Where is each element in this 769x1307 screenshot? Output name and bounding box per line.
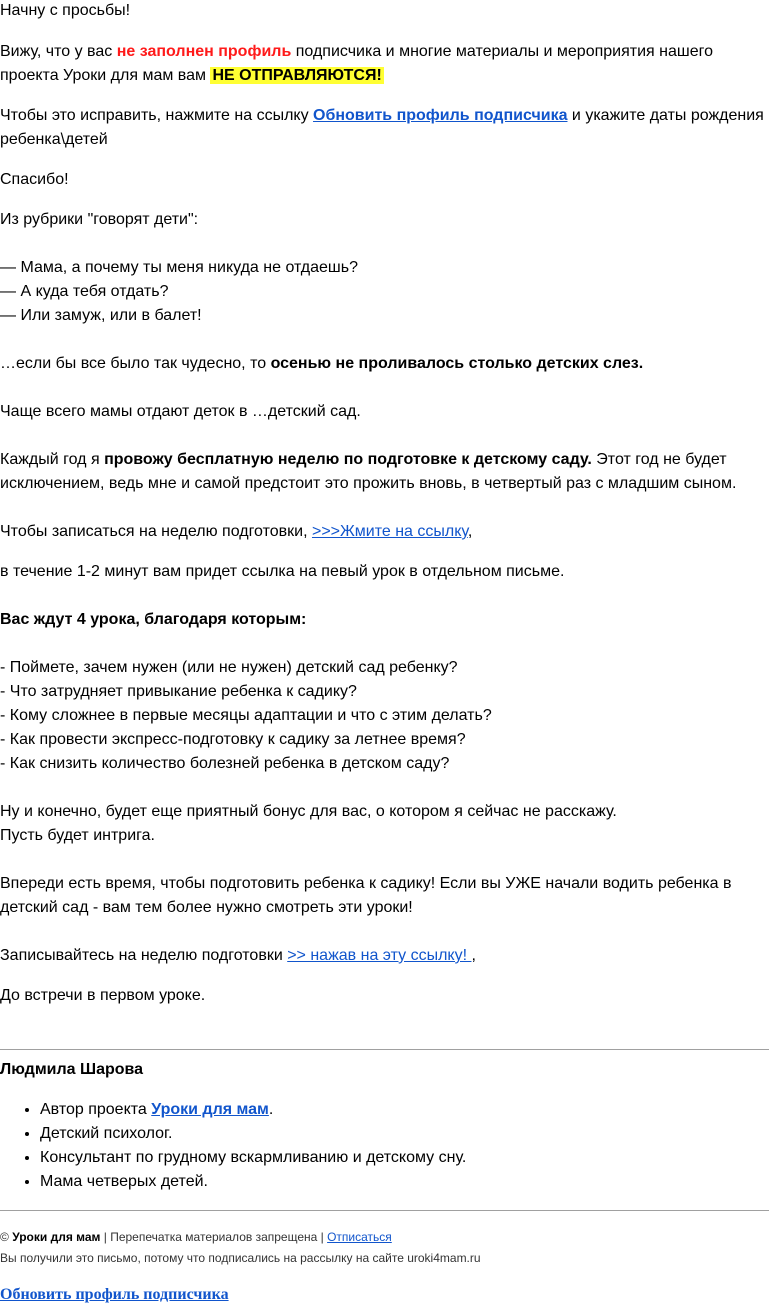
bonus-paragraph	[0, 800, 769, 848]
greeting: Начну с просьбы!	[0, 2, 131, 19]
profile-warning: не заполнен профиль	[116, 43, 292, 60]
copyright-sign: ©	[0, 1230, 13, 1244]
signup-paragraph	[0, 520, 769, 544]
autumn-text: …если бы все было так чудесно, то	[0, 355, 271, 372]
fix-text-2: и укажите даты рождения ребенка\детей	[0, 107, 764, 148]
signup2-paragraph	[0, 944, 769, 968]
bio-item	[40, 1098, 769, 1122]
footer-update-profile-link[interactable]: Обновить профиль подписчика	[0, 1286, 229, 1303]
lesson-item: - Поймете, зачем нужен (или не нужен) детский сад ребенку?	[0, 659, 458, 676]
footer-line	[0, 1229, 769, 1245]
divider	[0, 1210, 769, 1211]
bonus-line: Пусть будет интрига.	[0, 827, 155, 844]
footer-update	[0, 1283, 769, 1307]
week-text: Каждый год я	[0, 451, 105, 468]
bio-role-text: Автор проекта	[40, 1101, 152, 1118]
signup2-link[interactable]: >> нажав на эту ссылку!	[287, 947, 472, 964]
warning-text: Вижу, что у вас	[0, 43, 117, 60]
autumn-bold: осенью не проливалось столько детских слез.	[270, 355, 644, 372]
dialogue-line: — Мама, а почему ты меня никуда не отдаешь?	[0, 259, 358, 276]
week-text-2: Этот год не будет исключением, ведь мне и самой предстоит это прожить вновь, в четвертый раз с младшим сыном.	[0, 451, 737, 492]
bonus-line: Ну и конечно, будет еще приятный бонус для вас, о котором я сейчас не расскажу.	[0, 803, 617, 820]
signup2-text: Записывайтесь на неделю подготовки	[0, 947, 288, 964]
unsubscribe-link[interactable]: Отписаться	[327, 1230, 392, 1244]
signup-comma: ,	[467, 523, 473, 540]
footer-reprint: | Перепечатка материалов запрещена |	[100, 1230, 328, 1244]
not-sent-highlight: НЕ ОТПРАВЛЯЮТСЯ!	[212, 67, 382, 84]
update-profile-link[interactable]: Обновить профиль подписчика	[313, 107, 568, 124]
lesson-item: - Как снизить количество болезней ребенка в детском саду?	[0, 755, 450, 772]
bio-item: • Консультант по грудному вскармливанию и детскому сну.	[40, 1146, 769, 1170]
week-bold: провожу бесплатную неделю по подготовке к детскому саду.	[104, 451, 592, 468]
signup2-comma: ,	[471, 947, 476, 964]
autumn-paragraph	[0, 352, 769, 376]
lessons-title: Вас ждут 4 урока, благодаря которым:	[0, 611, 307, 628]
signup-text: Чтобы записаться на неделю подготовки,	[0, 523, 312, 540]
kindergarten-text: Чаще всего мамы отдают деток в …детский сад.	[0, 403, 361, 420]
rubric-intro: Из рубрики "говорят дети":	[0, 211, 199, 228]
footer-brand: Уроки для мам	[12, 1230, 101, 1244]
delivery-text: в течение 1-2 минут вам придет ссылка на певый урок в отдельном письме.	[0, 563, 565, 580]
lesson-item: - Как провести экспресс-подготовку к садику за летнее время?	[0, 731, 466, 748]
warning-paragraph	[0, 40, 769, 88]
author-name: Людмила Шарова	[0, 1061, 144, 1078]
bio-item: • Мама четверых детей.	[40, 1170, 769, 1194]
project-link[interactable]: Уроки для мам	[151, 1101, 269, 1118]
warning-text-2: подписчика и многие материалы и мероприятия нашего проекта Уроки для мам вам	[0, 43, 713, 84]
signup-link[interactable]: >>>Жмите на ссылку	[311, 523, 468, 540]
dialogue-line: — Или замуж, или в балет!	[0, 307, 202, 324]
footer-reason: Вы получили это письмо, потому что подписались на рассылку на сайте uroki4mam.ru	[0, 1251, 481, 1265]
lesson-item: - Кому сложнее в первые месяцы адаптации и что с этим делать?	[0, 707, 492, 724]
dialogue-line: — А куда тебя отдать?	[0, 283, 169, 300]
dialogue	[0, 256, 769, 328]
thanks-text: Спасибо!	[0, 171, 69, 188]
bio-role-dot: .	[268, 1101, 274, 1118]
week-paragraph	[0, 448, 769, 496]
divider	[0, 1049, 769, 1050]
lessons-list	[0, 656, 769, 776]
author-bio	[0, 1098, 769, 1194]
fix-paragraph	[0, 104, 769, 152]
see-you-text: До встречи в первом уроке.	[0, 987, 206, 1004]
fix-text: Чтобы это исправить, нажмите на ссылку	[0, 107, 314, 124]
time-paragraph: Впереди есть время, чтобы подготовить ребенка к садику! Если вы УЖЕ начали водить ребенка в детский сад - вам тем более нужно смотреть эти уроки!	[0, 875, 732, 916]
bio-item: • Детский психолог.	[40, 1122, 769, 1146]
lesson-item: - Что затрудняет привыкание ребенка к садику?	[0, 683, 357, 700]
